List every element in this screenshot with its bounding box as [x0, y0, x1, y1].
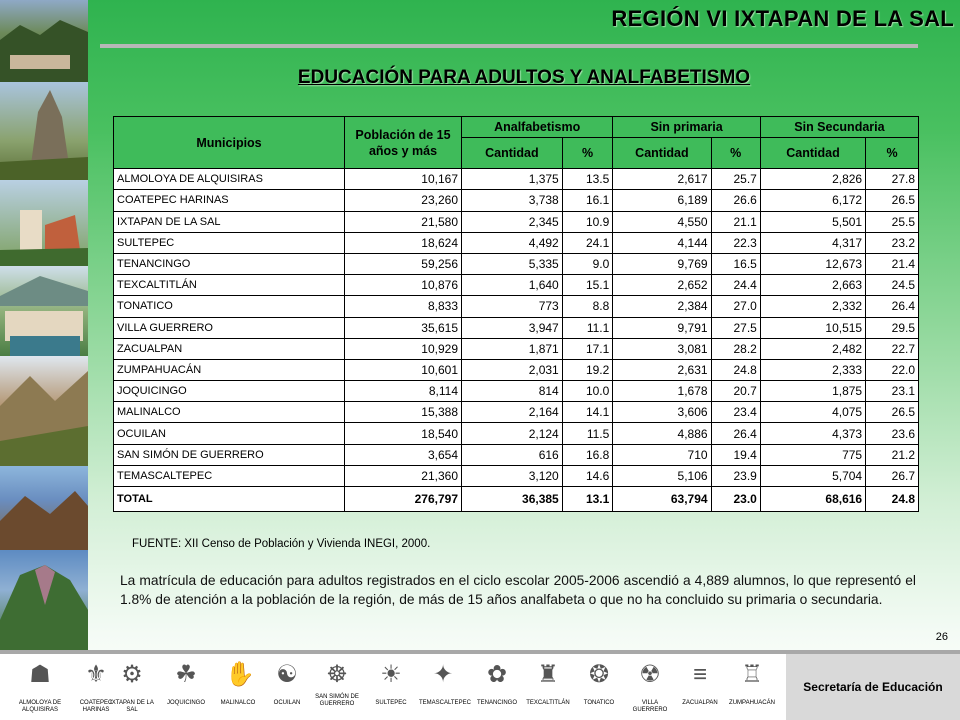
value-cell: 19.4 [711, 444, 760, 465]
value-cell: 21.2 [866, 444, 919, 465]
page-title: EDUCACIÓN PARA ADULTOS Y ANALFABETISMO [297, 67, 751, 88]
municipality-label: VILLA GUERRERO [632, 700, 668, 713]
value-cell: 2,345 [462, 211, 563, 232]
footer-municipality [676, 654, 724, 706]
value-cell: 27.0 [711, 296, 760, 317]
table-row [114, 190, 919, 211]
value-cell: 8.8 [562, 296, 613, 317]
value-cell: 1,678 [613, 381, 711, 402]
value-cell: 4,144 [613, 232, 711, 253]
region-title: REGIÓN VI IXTAPAN DE LA SAL [611, 6, 954, 31]
header-poblacion: Población de 15 años y más [345, 117, 462, 169]
municipio-cell: ALMOLOYA DE ALQUISIRAS [114, 169, 345, 190]
value-cell: 18,624 [345, 232, 462, 253]
secretaria-label: Secretaría de Educación [786, 654, 960, 720]
value-cell: 36,385 [462, 487, 563, 512]
municipality-label: ALMOLOYA DE ALQUISIRAS [18, 700, 62, 713]
landscape-photo-hills [0, 466, 88, 550]
value-cell: 28.2 [711, 338, 760, 359]
table-row [114, 232, 919, 253]
value-cell: 2,332 [760, 296, 865, 317]
value-cell: 3,081 [613, 338, 711, 359]
value-cell: 2,164 [462, 402, 563, 423]
value-cell: 1,375 [462, 169, 563, 190]
table-row [114, 423, 919, 444]
table-row [114, 296, 919, 317]
value-cell: 1,875 [760, 381, 865, 402]
municipality-glyph-icon: ✦ [432, 661, 454, 688]
value-cell: 16.8 [562, 444, 613, 465]
value-cell: 13.5 [562, 169, 613, 190]
header-pct: % [562, 138, 613, 169]
value-cell: 23.2 [866, 232, 919, 253]
municipio-cell: TEXCALTITLÁN [114, 275, 345, 296]
value-cell: 2,384 [613, 296, 711, 317]
value-cell: 3,947 [462, 317, 563, 338]
municipio-cell: SAN SIMÓN DE GUERRERO [114, 444, 345, 465]
municipality-label: ZUMPAHUACÁN [729, 700, 775, 706]
value-cell: 23.1 [866, 381, 919, 402]
municipality-glyph-icon: ☯ [276, 661, 298, 688]
value-cell: 27.5 [711, 317, 760, 338]
municipality-glyph-icon: ☘ [175, 661, 197, 688]
value-cell: 26.5 [866, 190, 919, 211]
value-cell: 6,189 [613, 190, 711, 211]
value-cell: 17.1 [562, 338, 613, 359]
value-cell: 24.8 [866, 487, 919, 512]
value-cell: 3,606 [613, 402, 711, 423]
footer-municipality [419, 654, 471, 706]
value-cell: 59,256 [345, 253, 462, 274]
value-cell: 5,335 [462, 253, 563, 274]
value-cell: 5,501 [760, 211, 865, 232]
footer-municipality [728, 654, 776, 706]
municipio-cell: TOTAL [114, 487, 345, 512]
footer-municipality [162, 654, 210, 706]
municipio-cell: COATEPEC HARINAS [114, 190, 345, 211]
municipality-label: MALINALCO [220, 700, 256, 706]
header-cantidad: Cantidad [462, 138, 563, 169]
table-row [114, 444, 919, 465]
table-row [114, 317, 919, 338]
table-row [114, 169, 919, 190]
value-cell: 2,663 [760, 275, 865, 296]
value-cell: 26.6 [711, 190, 760, 211]
value-cell: 3,654 [345, 444, 462, 465]
value-cell: 710 [613, 444, 711, 465]
municipality-label: ZACUALPAN [682, 700, 718, 706]
footer-municipality [575, 654, 623, 706]
municipality-label: JOQUICINGO [166, 700, 205, 706]
value-cell: 25.5 [866, 211, 919, 232]
value-cell: 23.6 [866, 423, 919, 444]
value-cell: 10,601 [345, 359, 462, 380]
value-cell: 29.5 [866, 317, 919, 338]
value-cell: 27.8 [866, 169, 919, 190]
municipality-label: OCUILAN [273, 700, 301, 706]
value-cell: 6,172 [760, 190, 865, 211]
value-cell: 24.5 [866, 275, 919, 296]
value-cell: 616 [462, 444, 563, 465]
municipio-cell: VILLA GUERRERO [114, 317, 345, 338]
value-cell: 4,886 [613, 423, 711, 444]
value-cell: 24.1 [562, 232, 613, 253]
value-cell: 14.6 [562, 465, 613, 486]
municipality-glyph-icon: ⚙ [121, 661, 143, 688]
value-cell: 2,617 [613, 169, 711, 190]
value-cell: 20.7 [711, 381, 760, 402]
value-cell: 23.9 [711, 465, 760, 486]
value-cell: 68,616 [760, 487, 865, 512]
value-cell: 9,769 [613, 253, 711, 274]
municipio-cell: TONATICO [114, 296, 345, 317]
value-cell: 2,333 [760, 359, 865, 380]
municipality-glyph-icon: ☗ [29, 661, 51, 688]
footer-municipality [16, 654, 64, 713]
value-cell: 3,738 [462, 190, 563, 211]
value-cell: 9,791 [613, 317, 711, 338]
value-cell: 4,550 [613, 211, 711, 232]
photo-strip [0, 0, 88, 650]
header-sin-primaria: Sin primaria [613, 117, 761, 138]
municipality-glyph-icon: ♖ [741, 661, 763, 688]
header-sin-secundaria: Sin Secundaria [760, 117, 918, 138]
value-cell: 26.4 [866, 296, 919, 317]
municipality-label: TONATICO [583, 700, 615, 706]
municipality-label: TEXCALTITLÁN [526, 700, 570, 706]
municipio-cell: SULTEPEC [114, 232, 345, 253]
value-cell: 4,317 [760, 232, 865, 253]
municipio-cell: IXTAPAN DE LA SAL [114, 211, 345, 232]
municipio-cell: TENANCINGO [114, 253, 345, 274]
municipality-glyph-icon: ✋ [225, 661, 255, 688]
value-cell: 21,360 [345, 465, 462, 486]
value-cell: 25.7 [711, 169, 760, 190]
value-cell: 2,826 [760, 169, 865, 190]
table-row [114, 381, 919, 402]
footer-municipality [626, 654, 674, 713]
landscape-photo-church [0, 180, 88, 266]
municipality-glyph-icon: ♜ [537, 661, 559, 688]
landscape-photo-rock [0, 82, 88, 180]
municipality-glyph-icon: ❂ [588, 661, 610, 688]
value-cell: 2,031 [462, 359, 563, 380]
header-analfabetismo: Analfabetismo [462, 117, 613, 138]
table-row [114, 359, 919, 380]
value-cell: 22.0 [866, 359, 919, 380]
value-cell: 1,871 [462, 338, 563, 359]
value-cell: 24.4 [711, 275, 760, 296]
value-cell: 13.1 [562, 487, 613, 512]
value-cell: 23.0 [711, 487, 760, 512]
value-cell: 18,540 [345, 423, 462, 444]
landscape-photo-plaza [0, 266, 88, 356]
table-row [114, 211, 919, 232]
value-cell: 775 [760, 444, 865, 465]
value-cell: 24.8 [711, 359, 760, 380]
source-note: FUENTE: XII Censo de Población y Vivienda INEGI, 2000. [132, 538, 431, 550]
value-cell: 21.4 [866, 253, 919, 274]
header-cantidad: Cantidad [760, 138, 865, 169]
value-cell: 8,833 [345, 296, 462, 317]
table-row [114, 253, 919, 274]
value-cell: 15.1 [562, 275, 613, 296]
value-cell: 276,797 [345, 487, 462, 512]
value-cell: 14.1 [562, 402, 613, 423]
value-cell: 10,929 [345, 338, 462, 359]
municipality-label: IXTAPAN DE LA SAL [110, 700, 154, 713]
value-cell: 15,388 [345, 402, 462, 423]
header-pct: % [711, 138, 760, 169]
value-cell: 11.5 [562, 423, 613, 444]
value-cell: 8,114 [345, 381, 462, 402]
value-cell: 10,515 [760, 317, 865, 338]
value-cell: 12,673 [760, 253, 865, 274]
municipio-cell: MALINALCO [114, 402, 345, 423]
value-cell: 21,580 [345, 211, 462, 232]
value-cell: 4,373 [760, 423, 865, 444]
value-cell: 5,704 [760, 465, 865, 486]
value-cell: 4,492 [462, 232, 563, 253]
value-cell: 16.1 [562, 190, 613, 211]
municipality-glyph-icon: ☀ [380, 661, 402, 688]
value-cell: 26.5 [866, 402, 919, 423]
municipio-cell: JOQUICINGO [114, 381, 345, 402]
municipality-glyph-icon: ☸ [326, 661, 348, 688]
footer-municipality [214, 654, 262, 706]
municipality-label: COATEPEC HARINAS [79, 700, 113, 713]
value-cell: 22.3 [711, 232, 760, 253]
value-cell: 9.0 [562, 253, 613, 274]
value-cell: 10,876 [345, 275, 462, 296]
value-cell: 35,615 [345, 317, 462, 338]
value-cell: 26.7 [866, 465, 919, 486]
footer-municipality [263, 654, 311, 706]
footer-municipality [313, 654, 361, 707]
landscape-photo-valley [0, 356, 88, 466]
value-cell: 10,167 [345, 169, 462, 190]
total-row [114, 487, 919, 512]
municipio-cell: OCUILAN [114, 423, 345, 444]
header-pct: % [866, 138, 919, 169]
municipality-glyph-icon: ☢ [639, 661, 661, 688]
value-cell: 10.0 [562, 381, 613, 402]
municipality-label: SULTEPEC [375, 700, 407, 706]
value-cell: 63,794 [613, 487, 711, 512]
table-row [114, 338, 919, 359]
table-row [114, 275, 919, 296]
title-divider [100, 44, 918, 48]
municipio-cell: TEMASCALTEPEC [114, 465, 345, 486]
education-table [113, 116, 919, 512]
summary-paragraph: La matrícula de educación para adultos registrados en el ciclo escolar 2005-2006 ascendió a 4,889 alumnos, lo que representó el 1.8% de atención a la población de la región, de más de 15 años analfabeta o que no ha concluido su primaria o secundaria. [120, 573, 916, 607]
header-cantidad: Cantidad [613, 138, 711, 169]
municipio-cell: ZACUALPAN [114, 338, 345, 359]
value-cell: 19.2 [562, 359, 613, 380]
value-cell: 2,631 [613, 359, 711, 380]
value-cell: 773 [462, 296, 563, 317]
value-cell: 10.9 [562, 211, 613, 232]
value-cell: 26.4 [711, 423, 760, 444]
footer-municipality [108, 654, 156, 713]
landscape-photo-mountain [0, 550, 88, 650]
value-cell: 2,652 [613, 275, 711, 296]
page-number: 26 [935, 631, 948, 643]
municipio-cell: ZUMPAHUACÁN [114, 359, 345, 380]
value-cell: 23,260 [345, 190, 462, 211]
footer-municipality [367, 654, 415, 706]
municipality-glyph-icon: ⚜ [85, 661, 107, 688]
value-cell: 21.1 [711, 211, 760, 232]
footer-municipality [524, 654, 572, 706]
value-cell: 2,482 [760, 338, 865, 359]
municipality-label: TEMASCALTEPEC [419, 700, 471, 706]
value-cell: 11.1 [562, 317, 613, 338]
table-row [114, 465, 919, 486]
value-cell: 23.4 [711, 402, 760, 423]
header-municipios: Municipios [114, 117, 345, 169]
value-cell: 2,124 [462, 423, 563, 444]
value-cell: 3,120 [462, 465, 563, 486]
value-cell: 22.7 [866, 338, 919, 359]
table-row [114, 402, 919, 423]
value-cell: 814 [462, 381, 563, 402]
municipality-label: SAN SIMÓN DE GUERRERO [315, 694, 359, 707]
municipality-label: TENANCINGO [476, 700, 517, 706]
municipality-glyph-icon: ≡ [692, 661, 707, 688]
value-cell: 16.5 [711, 253, 760, 274]
value-cell: 4,075 [760, 402, 865, 423]
value-cell: 1,640 [462, 275, 563, 296]
footer-municipality [473, 654, 521, 706]
municipality-glyph-icon: ✿ [486, 661, 508, 688]
value-cell: 5,106 [613, 465, 711, 486]
